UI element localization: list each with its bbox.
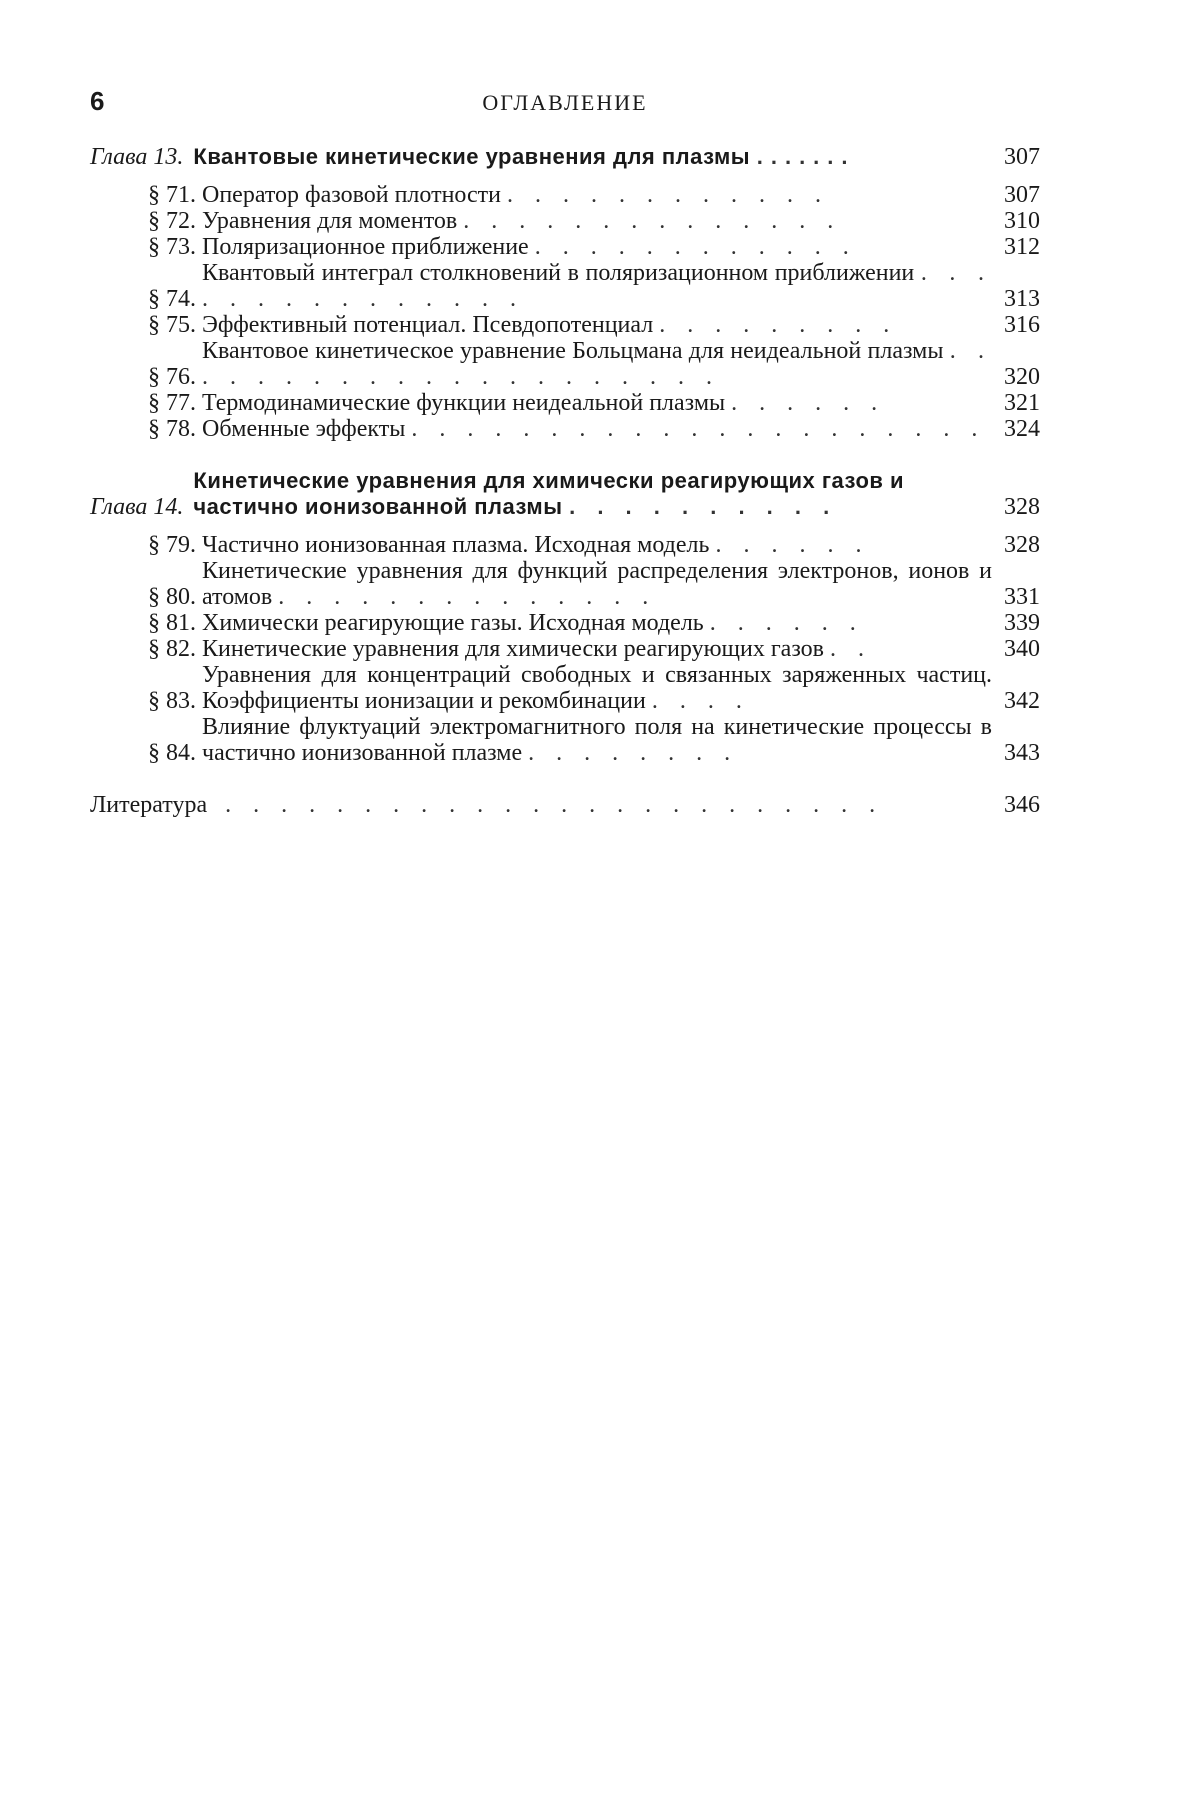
section-title: Оператор фазовой плотности . . . . . . . . . . . .: [202, 182, 830, 208]
section-number: § 75.: [148, 312, 196, 338]
section-page: 331: [1004, 584, 1040, 610]
section-number: § 83.: [148, 688, 196, 714]
section-number: § 79.: [148, 532, 196, 558]
toc-page: [90, 86, 1040, 818]
section-title: Кинетические уравнения для химически реагирующих газов . .: [202, 636, 872, 662]
section-number: § 84.: [148, 740, 196, 766]
toc-entry: [90, 234, 1040, 260]
chapter-heading: Квантовые кинетические уравнения для плазмы .......: [193, 144, 856, 169]
toc-entry: [90, 636, 1040, 662]
literature-title: Литература . . . . . . . . . . . . . . . . . . . . . . . .: [90, 792, 884, 818]
chapter-label: Глава 14.: [90, 494, 184, 520]
toc-entry: [90, 182, 1040, 208]
toc-entry: [90, 260, 1040, 312]
toc-entry: [90, 390, 1040, 416]
section-title: Частично ионизованная плазма. Исходная модель . . . . . .: [202, 532, 870, 558]
section-page: 342: [1004, 688, 1040, 714]
toc-entry: [90, 662, 1040, 714]
section-page: 316: [1004, 312, 1040, 338]
section-title: Термодинамические функции неидеальной плазмы . . . . . .: [202, 390, 886, 416]
chapter-page: 307: [1004, 144, 1040, 170]
section-number: § 78.: [148, 416, 196, 442]
section-page: 307: [1004, 182, 1040, 208]
section-title: Уравнения для моментов . . . . . . . . . . . . . .: [202, 208, 842, 234]
running-head: ОГЛАВЛЕНИЕ: [482, 90, 648, 115]
chapter-label: Глава 13.: [90, 144, 184, 170]
toc-entry: [90, 532, 1040, 558]
toc-entry: [90, 338, 1040, 390]
section-title: Поляризационное приближение . . . . . . . . . . . .: [202, 234, 857, 260]
section-page: 339: [1004, 610, 1040, 636]
literature-page: 346: [1004, 792, 1040, 818]
section-number: § 73.: [148, 234, 196, 260]
section-number: § 81.: [148, 610, 196, 636]
section-page: 324: [1004, 416, 1040, 442]
section-page: 343: [1004, 740, 1040, 766]
page-header: [90, 86, 1040, 126]
section-title: Квантовый интеграл столкновений в поляризационном приближении . . . . . . . . . . . . . . .: [202, 260, 992, 312]
section-title: Эффективный потенциал. Псевдопотенциал . . . . . . . . .: [202, 312, 898, 338]
section-page: 310: [1004, 208, 1040, 234]
toc-entry: [90, 416, 1040, 442]
section-title: Квантовое кинетическое уравнение Больцмана для неидеальной плазмы . . . . . . . . . . . . . . . . . . . . .: [202, 338, 993, 390]
section-title: Кинетические уравнения для функций распределения электронов, ионов и атомов . . . . . . . . . . . . . .: [202, 558, 992, 610]
section-number: § 77.: [148, 390, 196, 416]
section-number: § 72.: [148, 208, 196, 234]
literature-entry: [90, 792, 1040, 818]
chapter-heading: Кинетические уравнения для химически реагирующих газов и частично ионизованной плазмы . . . . . . . . . .: [193, 468, 905, 519]
toc-entry: [90, 714, 1040, 766]
section-title: Влияние флуктуаций электромагнитного поля на кинетические процессы в частично ионизованной плазме . . . . . . . .: [202, 714, 992, 766]
section-page: 321: [1004, 390, 1040, 416]
chapter-13: [90, 144, 1040, 442]
chapter-title: [90, 468, 1040, 520]
section-title: Обменные эффекты . . . . . . . . . . . . . . . . . . . . .: [202, 416, 986, 442]
section-page: 312: [1004, 234, 1040, 260]
section-page: 340: [1004, 636, 1040, 662]
chapter-title: [90, 144, 1040, 170]
page-number: 6: [90, 86, 105, 116]
section-number: § 71.: [148, 182, 196, 208]
section-title: Уравнения для концентраций свободных и связанных заряженных частиц. Коэффициенты ионизации и рекомбинации . . . .: [202, 662, 992, 714]
section-number: § 82.: [148, 636, 196, 662]
toc-entry: [90, 208, 1040, 234]
section-number: § 76.: [148, 364, 196, 390]
chapter-page: 328: [1004, 494, 1040, 520]
section-page: 313: [1004, 286, 1040, 312]
toc-entry: [90, 610, 1040, 636]
section-number: § 80.: [148, 584, 196, 610]
toc-entry: [90, 558, 1040, 610]
section-page: 328: [1004, 532, 1040, 558]
toc-entry: [90, 312, 1040, 338]
chapter-14: [90, 468, 1040, 766]
section-number: § 74.: [148, 286, 196, 312]
section-page: 320: [1004, 364, 1040, 390]
section-title: Химически реагирующие газы. Исходная модель . . . . . .: [202, 610, 864, 636]
